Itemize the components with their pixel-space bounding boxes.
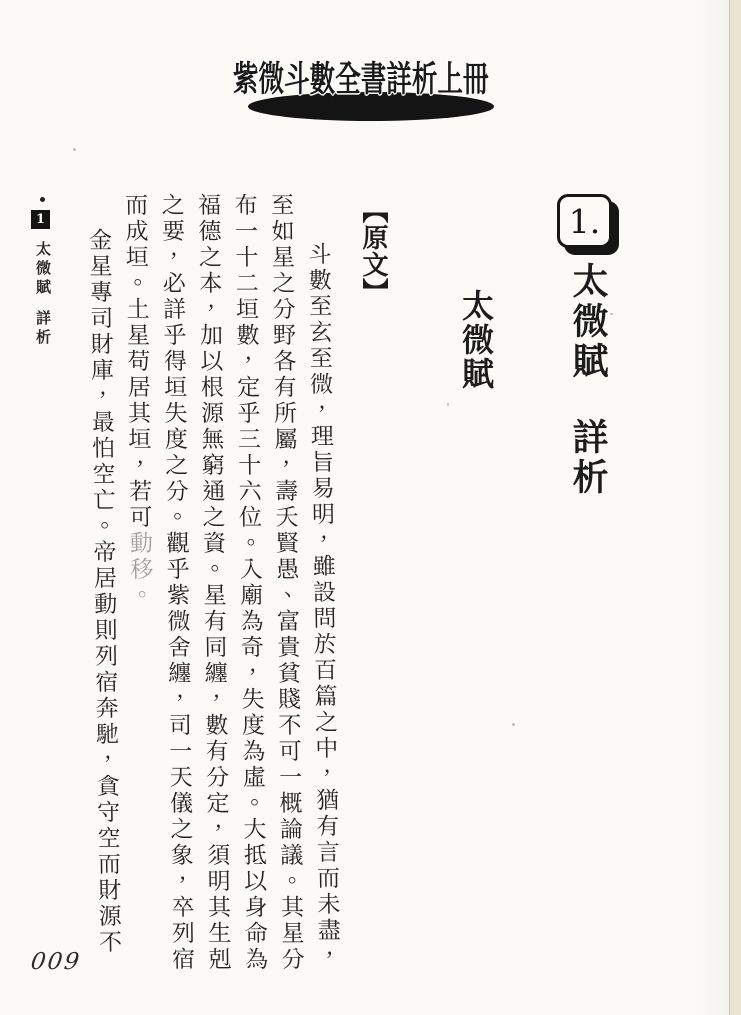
scan-speck bbox=[73, 148, 76, 151]
body-column-text: 福德之本，加以根源無窮通之資。星有同纏，數有分定，須明其生剋 bbox=[194, 193, 231, 973]
scan-speck bbox=[447, 403, 449, 406]
chapter-title-suffix: 詳析 bbox=[567, 418, 609, 498]
body-column-text: 布一十二垣數，定乎三十六位。入廟為奇，失度為虛。大抵以身命為 bbox=[230, 193, 268, 973]
chapter-number: 1. bbox=[568, 201, 601, 241]
scan-page-edge bbox=[729, 0, 741, 1015]
page-number: 009 bbox=[29, 949, 83, 975]
chapter-number-box bbox=[557, 194, 612, 248]
body-text bbox=[79, 193, 346, 985]
body-column-text: 金星專司財庫，最怕空亡。帝居動則列宿奔馳，貪守空而財源不 bbox=[84, 228, 122, 956]
chapter-title-main: 太微賦 bbox=[567, 262, 609, 382]
margin-label-suffix: 詳析 bbox=[34, 310, 52, 348]
scan-shadow-gradient bbox=[692, 0, 730, 1015]
body-column-text: 而成垣。土星苟居其垣，若可 bbox=[121, 193, 152, 531]
faded-print-text: 動移。 bbox=[125, 531, 153, 609]
chapter-subtitle: 太微賦 bbox=[457, 289, 495, 391]
bullet-dot bbox=[40, 197, 45, 202]
book-title: 紫微斗數全書詳析上冊 bbox=[233, 59, 489, 100]
scan-speck bbox=[512, 723, 515, 726]
section-heading: 【原文】 bbox=[358, 197, 388, 305]
margin-label-title: 太微賦 bbox=[34, 241, 52, 298]
margin-chapter-label bbox=[33, 241, 54, 348]
body-column-text: 之要，必詳乎得垣失度之分。觀乎紫微舍纏，司一天儀之象，卒列宿 bbox=[157, 193, 195, 973]
margin-chapter-badge: 1 bbox=[31, 210, 50, 229]
body-column-text: 至如星之分野各有所屬，壽夭賢愚、富貴貧賤不可一概論議。其星分 bbox=[267, 193, 304, 973]
chapter-title bbox=[563, 262, 614, 498]
body-column-text: 斗數至玄至微，理旨易明，雖設問於百篇之中，猶有言而未盡， bbox=[304, 242, 341, 970]
